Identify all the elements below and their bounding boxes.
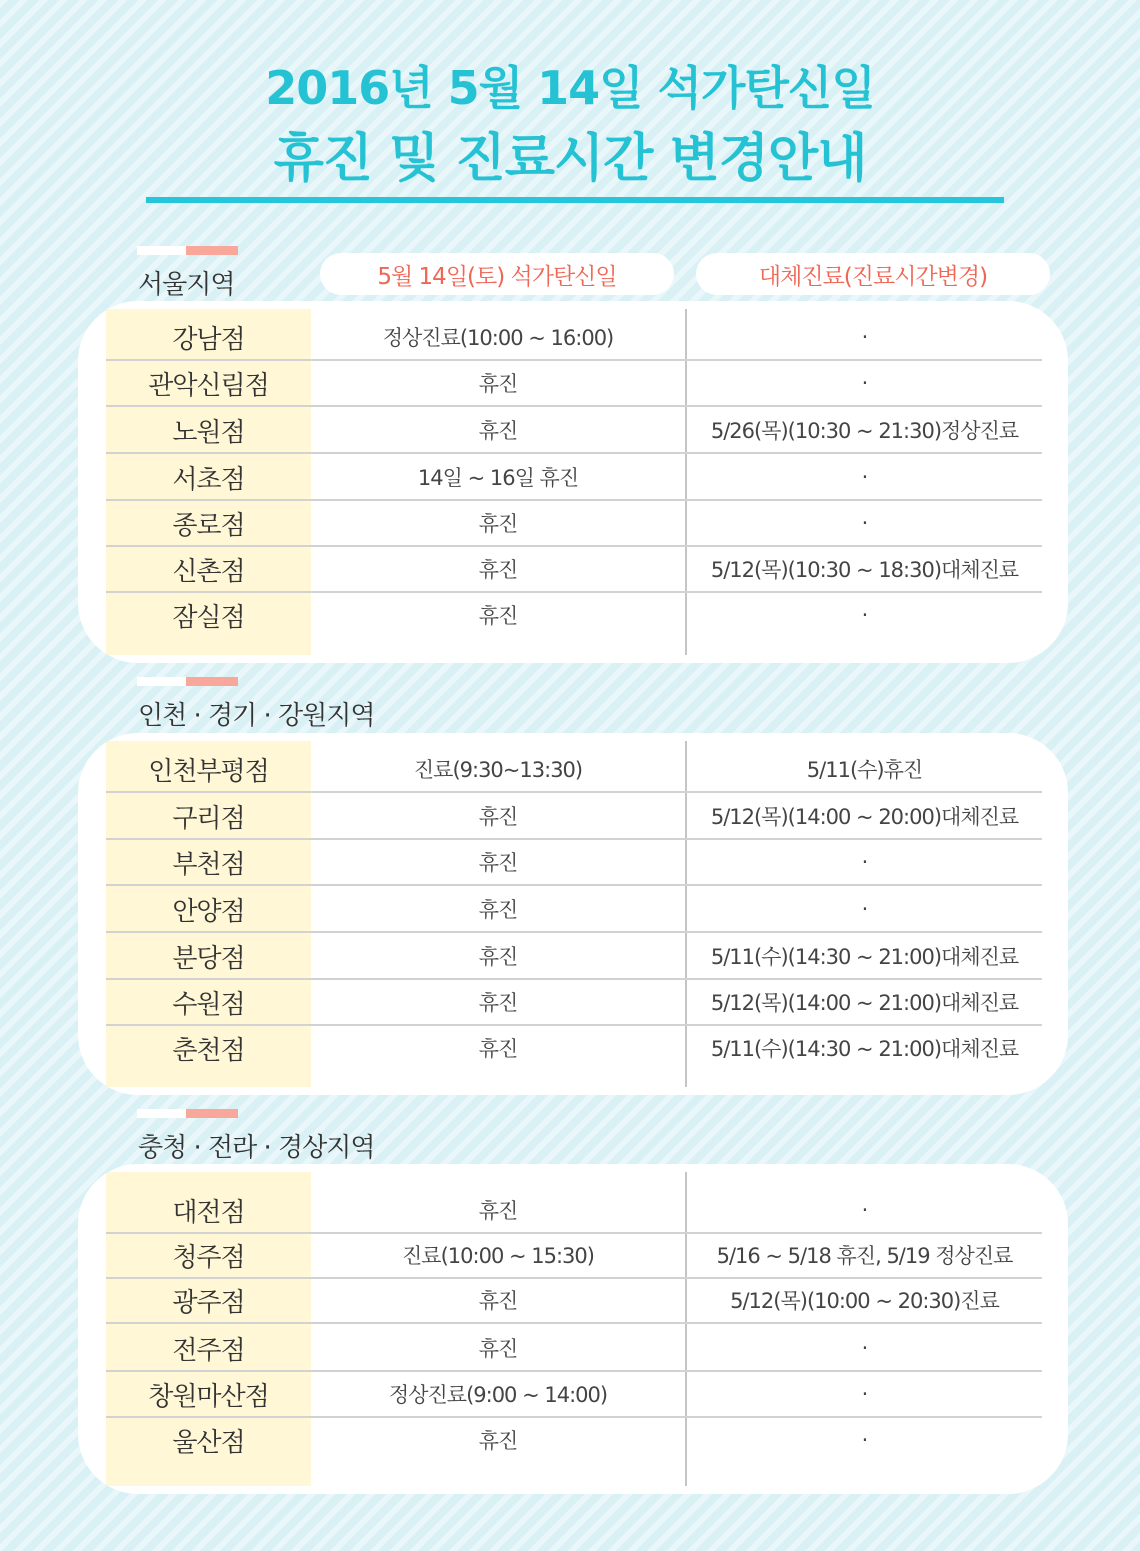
alternative-schedule: ·: [861, 603, 868, 627]
column-header-holiday: 5월 14일(토) 석가탄신일: [320, 253, 674, 295]
branch-name: 춘천점: [172, 1035, 245, 1066]
branch-name: 노원점: [172, 417, 245, 448]
branch-name: 울산점: [172, 1427, 245, 1458]
alternative-schedule: ·: [861, 897, 868, 921]
holiday-status: 휴진: [478, 851, 518, 875]
table-row: [106, 747, 1042, 793]
page-subtitle: 휴진 및 진료시간 변경안내: [273, 129, 867, 189]
holiday-status: 휴진: [478, 991, 518, 1015]
alternative-schedule: 5/12(목)(10:30 ~ 18:30)대체진료: [710, 558, 1019, 582]
holiday-status: 휴진: [478, 945, 518, 969]
holiday-status: 휴진: [478, 1337, 518, 1361]
alternative-schedule: ·: [861, 511, 868, 535]
holiday-status: 진료(9:30~13:30): [413, 758, 583, 782]
holiday-status: 휴진: [478, 419, 518, 443]
table-row: [106, 980, 1042, 1026]
holiday-status: 휴진: [478, 1037, 518, 1061]
table-row: [106, 1026, 1042, 1072]
region-title: 서울지역: [138, 270, 235, 300]
branch-name: 강남점: [172, 324, 245, 355]
holiday-status: 휴진: [478, 1289, 518, 1313]
alternative-schedule: ·: [861, 371, 868, 395]
branch-name: 전주점: [172, 1335, 245, 1366]
table-row: [106, 361, 1042, 407]
holiday-status: 14일 ~ 16일 휴진: [417, 466, 579, 490]
holiday-status: 휴진: [478, 604, 518, 628]
alternative-schedule: ·: [861, 1428, 868, 1452]
table-row: [106, 315, 1042, 361]
alternative-schedule: 5/12(목)(10:00 ~ 20:30)진료: [730, 1289, 999, 1313]
alternative-schedule: ·: [861, 465, 868, 489]
holiday-status: 휴진: [478, 372, 518, 396]
alternative-schedule: 5/11(수)휴진: [806, 758, 923, 782]
table-row: [106, 840, 1042, 886]
branch-table-incheon-gyeonggi-gangwon: [78, 733, 1068, 1095]
table-row: [106, 547, 1042, 593]
branch-name: 분당점: [172, 943, 245, 974]
page-title: 2016년 5월 14일 석가탄신일: [265, 61, 875, 115]
branch-name: 서초점: [172, 464, 245, 495]
alternative-schedule: ·: [861, 1198, 868, 1222]
holiday-status: 정상진료(9:00 ~ 14:00): [388, 1383, 608, 1407]
table-row: [106, 455, 1042, 501]
alternative-schedule: 5/12(목)(14:00 ~ 21:00)대체진료: [710, 991, 1019, 1015]
branch-name: 수원점: [172, 989, 245, 1020]
region-title: 충청 · 전라 · 경상지역: [138, 1133, 375, 1163]
branch-name: 인천부평점: [148, 756, 269, 787]
branch-name: 신촌점: [172, 556, 245, 587]
alternative-schedule: ·: [861, 850, 868, 874]
table-row: [106, 593, 1042, 639]
branch-name: 청주점: [172, 1242, 245, 1273]
alternative-schedule: 5/11(수)(14:30 ~ 21:00)대체진료: [710, 1037, 1019, 1061]
holiday-status: 휴진: [478, 512, 518, 536]
column-header-alternative: 대체진료(진료시간변경): [696, 253, 1050, 295]
holiday-status: 휴진: [478, 1429, 518, 1453]
holiday-status: 휴진: [478, 898, 518, 922]
holiday-status: 휴진: [478, 558, 518, 582]
branch-name: 대전점: [172, 1197, 245, 1228]
branch-name: 부천점: [172, 849, 245, 880]
branch-name: 광주점: [172, 1287, 245, 1318]
table-row: [106, 887, 1042, 933]
holiday-status: 진료(10:00 ~ 15:30): [402, 1244, 594, 1268]
branch-name: 구리점: [172, 803, 245, 834]
table-row: [106, 501, 1042, 547]
branch-table-chungcheong-jeolla-gyeongsang: [78, 1164, 1068, 1494]
branch-name: 종로점: [172, 510, 245, 541]
table-row: [106, 794, 1042, 840]
title-underline: [146, 197, 1004, 203]
table-row: [106, 1188, 1042, 1234]
alternative-schedule: 5/11(수)(14:30 ~ 21:00)대체진료: [710, 945, 1019, 969]
table-row: [106, 408, 1042, 454]
table-row: [106, 1233, 1042, 1279]
branch-name: 창원마산점: [148, 1381, 269, 1412]
branch-table-seoul: [78, 301, 1068, 663]
section-marker: [137, 246, 238, 255]
region-title: 인천 · 경기 · 강원지역: [138, 701, 375, 731]
table-row: [106, 1278, 1042, 1324]
alternative-schedule: ·: [861, 1382, 868, 1406]
holiday-status: 휴진: [478, 805, 518, 829]
branch-name: 관악신림점: [148, 370, 269, 401]
alternative-schedule: ·: [861, 1336, 868, 1360]
holiday-status: 정상진료(10:00 ~ 16:00): [382, 326, 614, 350]
alternative-schedule: 5/16 ~ 5/18 휴진, 5/19 정상진료: [716, 1244, 1013, 1268]
table-row: [106, 934, 1042, 980]
table-row: [106, 1418, 1042, 1464]
branch-name: 잠실점: [172, 602, 245, 633]
branch-name: 안양점: [172, 896, 245, 927]
alternative-schedule: 5/26(목)(10:30 ~ 21:30)정상진료: [710, 419, 1019, 443]
alternative-schedule: ·: [861, 325, 868, 349]
section-marker: [137, 1109, 238, 1118]
holiday-status: 휴진: [478, 1199, 518, 1223]
alternative-schedule: 5/12(목)(14:00 ~ 20:00)대체진료: [710, 805, 1019, 829]
section-marker: [137, 677, 238, 686]
table-row: [106, 1372, 1042, 1418]
table-row: [106, 1326, 1042, 1372]
